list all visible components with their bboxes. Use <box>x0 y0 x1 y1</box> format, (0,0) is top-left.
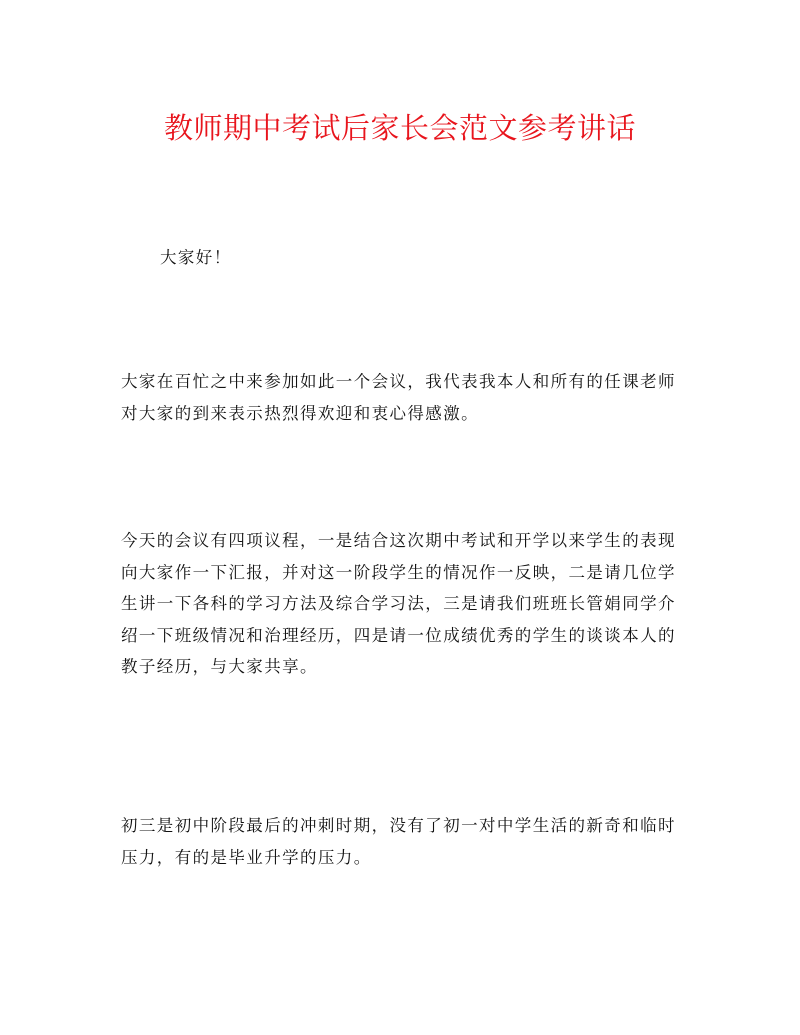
paragraph-2: 今天的会议有四项议程，一是结合这次期中考试和开学以来学生的表现向大家作一下汇报，并对这一阶段学生的情况作一反映，二是请几位学生讲一下各科的学习方法及综合学习法，三是请我们班班长管娟同学介绍一下班级情况和治理经历，四是请一位成绩优秀的学生的谈谈本人的教子经历，与大家共享。 <box>121 531 676 676</box>
paragraph-1: 大家在百忙之中来参加如此一个会议，我代表我本人和所有的任课老师对大家的到来表示热烈得欢迎和衷心得感激。 <box>121 372 676 423</box>
paragraph-3: 初三是初中阶段最后的冲刺时期，没有了初一对中学生活的新奇和临时压力，有的是毕业升学的压力。 <box>121 816 676 867</box>
greeting-text: 大家好！ <box>160 248 232 267</box>
document-title: 教师期中考试后家长会范文参考讲话 <box>163 111 636 145</box>
